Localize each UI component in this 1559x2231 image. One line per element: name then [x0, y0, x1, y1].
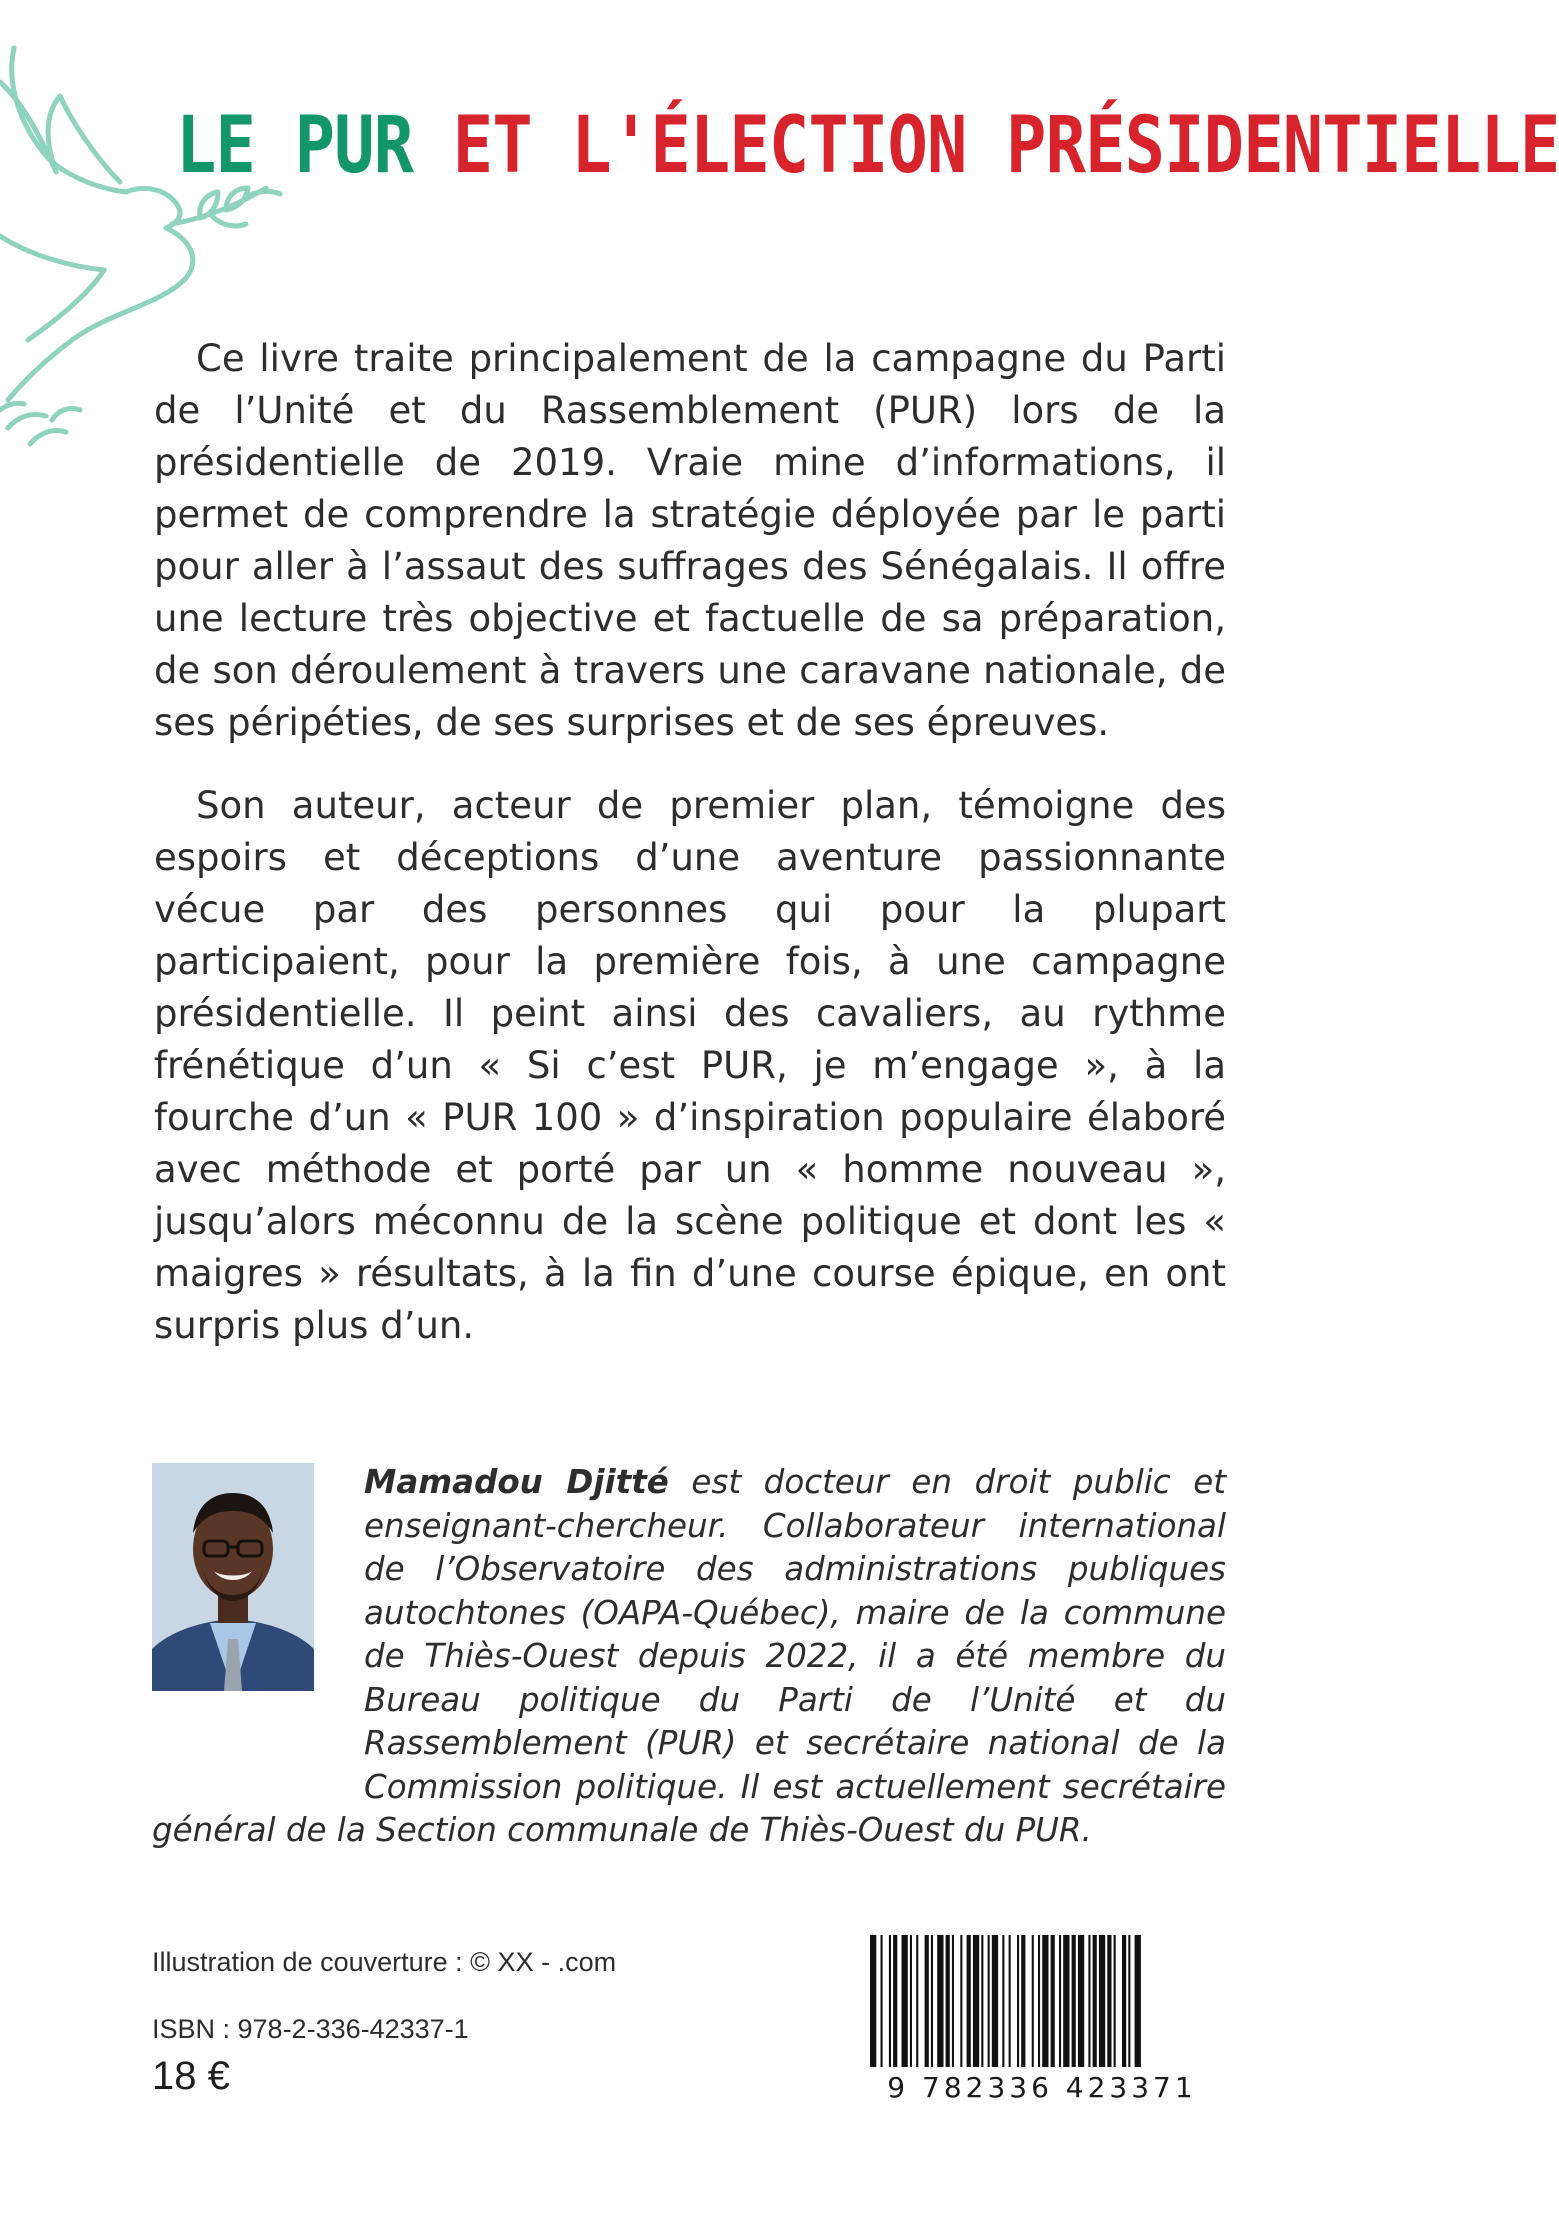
barcode-bar [1032, 1935, 1034, 2069]
barcode-bar [1042, 1935, 1048, 2069]
barcode-bar [946, 1935, 950, 2069]
barcode-bar [1002, 1935, 1004, 2069]
barcode-bar [1114, 1935, 1116, 2069]
book-title [176, 98, 1559, 194]
barcode-digits: 9 782336 423371 [887, 2071, 1197, 2104]
barcode-bar [981, 1935, 983, 2069]
barcode-bar [967, 1935, 971, 2069]
barcode-bar [870, 1935, 876, 2085]
barcode-bar [952, 1935, 954, 2069]
isbn: ISBN : 978-2-336-42337-1 [152, 2014, 469, 2044]
barcode-bar [1128, 1935, 1130, 2069]
barcode-bar [992, 1935, 998, 2069]
barcode-bar [931, 1935, 933, 2069]
photo-spacer [152, 1461, 364, 1803]
barcode-bar [1093, 1935, 1097, 2069]
barcode-bar [1099, 1935, 1105, 2069]
barcode-bar [937, 1935, 943, 2069]
summary-paragraph-1: Ce livre traite principalement de la campagne du Parti de l’Unité et du Rassemblement (PUR) lors de la présidentielle de 2019. Vraie mine d’informations, il permet de comprendre la stratégie déployée par le parti pour aller à l’assaut des suffrages des Sénégalais. Il offre une lecture très objective et factuelle de sa préparation, de son déroulement à travers une caravane nationale, de ses péripéties, de ses surprises et de ses épreuves. [154, 337, 1226, 744]
title-part-green: LE PUR [176, 101, 414, 191]
barcode-bar [910, 1935, 912, 2069]
illustration-credit: Illustration de couverture : © XX - .com [152, 1947, 617, 1977]
barcode-bar [988, 1935, 990, 2069]
barcode-bar [1122, 1935, 1126, 2069]
barcode-bar [973, 1935, 979, 2069]
barcode-bar [960, 1935, 962, 2069]
barcode-bar [916, 1935, 918, 2069]
barcode-bar [1017, 1935, 1019, 2069]
isbn-barcode [862, 1935, 1222, 2103]
barcode-bar [881, 1935, 883, 2085]
title-part-red: ET L'ÉLECTION PRÉSIDENTIELLE [452, 101, 1559, 191]
author-bio [152, 1461, 1226, 1853]
barcode-bar [1135, 1935, 1141, 2085]
price: 18 € [152, 2054, 230, 2098]
barcode-bar [1051, 1935, 1055, 2069]
summary-paragraph-2: Son auteur, acteur de premier plan, témoigne des espoirs et déceptions d’une aventure passionnante vécue par des personnes qui pour la plupart participaient, pour la première fois, à une campagne présidentielle. Il peint ainsi des cavaliers, au rythme frénétique d’un « Si c’est PUR, je m’engage », à la fourche d’un « PUR 100 » d’inspiration populaire élaboré avec méthode et porté par un « homme nouveau », jusqu’alors méconnu de la scène politique et dont les « maigres » résultats, à la fin d’une course épique, en ont surpris plus d’un. [154, 784, 1226, 1347]
barcode-bars [870, 1935, 1141, 2085]
barcode-bar [1009, 1935, 1011, 2069]
barcode-bar [893, 1935, 897, 2069]
author-bio-text: est docteur en droit public et enseignant-chercheur. Collaborateur international de l’Observatoire des administrations publiques autochtones (OAPA-Québec), maire de la commune de Thiès-Ouest depuis 2022, il a été membre du Bureau politique du Parti de l’Unité et du Rassemblement (PUR) et secrétaire national de la Commission politique. Il est actuellement secrétaire général de la Section communale de Thiès-Ouest du PUR. [152, 1463, 1226, 1849]
barcode-bar [902, 1935, 908, 2069]
barcode-bar [1072, 1935, 1076, 2069]
barcode-bar [925, 1935, 929, 2069]
barcode-bar [1063, 1935, 1069, 2069]
barcode-bar [1021, 1935, 1025, 2069]
barcode-bar [889, 1935, 891, 2069]
barcode-bar [1107, 1935, 1111, 2069]
barcode-bar [1078, 1935, 1084, 2069]
barcode-bar [1059, 1935, 1061, 2069]
author-name: Mamadou Djitté [364, 1463, 669, 1501]
barcode-bar [1038, 1935, 1040, 2069]
barcode-bar [1088, 1935, 1090, 2069]
